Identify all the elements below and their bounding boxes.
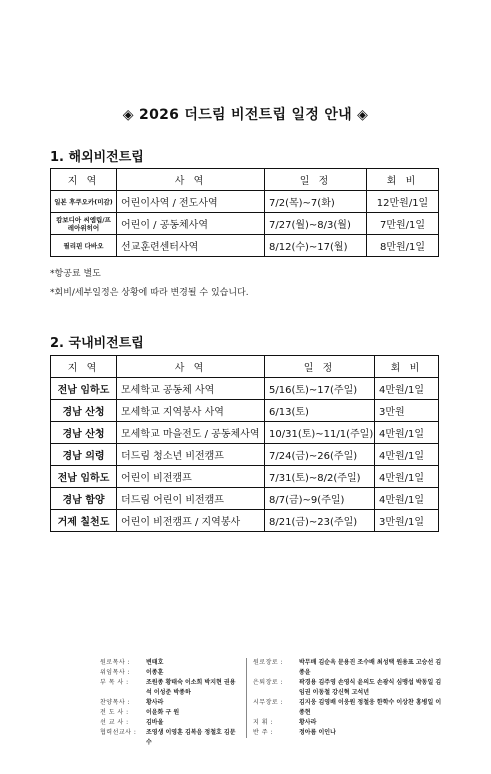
staff-role: 원로장로 : xyxy=(253,659,284,666)
work-cell: 어린이 / 공동체사역 xyxy=(117,213,265,235)
fee-cell: 4만원/1일 xyxy=(375,378,439,400)
staff-row xyxy=(100,698,240,708)
staff-row xyxy=(253,728,446,738)
fee-cell: 7만원/1일 xyxy=(367,213,439,235)
staff-role: 은퇴장로 : xyxy=(253,679,284,686)
overseas-heading: 1. 해외비전트립 xyxy=(50,150,144,165)
table-header-row xyxy=(51,169,439,191)
header-fee: 회 비 xyxy=(375,356,439,378)
header-fee: 회 비 xyxy=(367,169,439,191)
work-cell: 모세학교 지역봉사 사역 xyxy=(117,400,265,422)
header-region: 지 역 xyxy=(51,356,117,378)
page-title: ◈ 2026 더드림 비전트립 일정 안내 ◈ xyxy=(122,107,369,123)
staff-names: 조원종 황태숙 이소희 박지현 권용석 이성준 박종하 xyxy=(146,679,236,696)
staff-role: 시무장로 : xyxy=(253,699,284,706)
work-cell: 더드림 어린이 비전캠프 xyxy=(117,488,265,510)
work-cell: 어린이사역 / 전도사역 xyxy=(117,191,265,213)
work-cell: 모세학교 마을전도 / 공동체사역 xyxy=(117,422,265,444)
staff-role: 반 주 : xyxy=(253,729,273,736)
fee-cell: 4만원/1일 xyxy=(375,422,439,444)
fee-cell: 3만원 xyxy=(375,400,439,422)
staff-row xyxy=(253,718,446,728)
table-row xyxy=(51,488,439,510)
date-cell: 5/16(토)~17(주일) xyxy=(265,378,375,400)
date-cell: 8/7(금)~9(주일) xyxy=(265,488,375,510)
header-date: 일 정 xyxy=(265,169,367,191)
table-row xyxy=(51,422,439,444)
fee-cell: 4만원/1일 xyxy=(375,466,439,488)
table-row xyxy=(51,378,439,400)
table-row xyxy=(51,400,439,422)
table-row xyxy=(51,235,439,257)
staff-names: 이윤화 구 원 xyxy=(146,709,180,716)
fee-cell: 12만원/1일 xyxy=(367,191,439,213)
region-cell: 경남 함양 xyxy=(51,488,117,510)
staff-role: 선 교 사 : xyxy=(100,719,129,726)
staff-row xyxy=(253,678,446,698)
staff-role: 찬양목사 : xyxy=(100,699,131,706)
staff-names: 조영생 이영훈 김복음 정철호 김문수 xyxy=(146,729,236,746)
region-cell: 필리핀 다바오 xyxy=(51,235,117,257)
staff-role: 지 휘 : xyxy=(253,719,273,726)
fee-cell: 8만원/1일 xyxy=(367,235,439,257)
date-cell: 7/24(금)~26(주일) xyxy=(265,444,375,466)
region-cell: 경남 산청 xyxy=(51,400,117,422)
staff-names: 변태호 xyxy=(146,659,164,666)
header-work: 사 역 xyxy=(117,169,265,191)
staff-names: 박무배 김순옥 문용진 조수배 최성택 원용표 고승선 김종윤 xyxy=(299,659,442,676)
table-header-row xyxy=(51,356,439,378)
table-row xyxy=(51,466,439,488)
table-row xyxy=(51,510,439,532)
date-cell: 7/27(월)~8/3(월) xyxy=(265,213,367,235)
work-cell: 어린이 비전캠프 / 지역봉사 xyxy=(117,510,265,532)
staff-names: 황사라 xyxy=(146,699,164,706)
staff-names: 정아름 이인나 xyxy=(299,729,336,736)
work-cell: 모세학교 공동체 사역 xyxy=(117,378,265,400)
staff-role: 부 목 사 : xyxy=(100,679,129,686)
staff-names: 곽경용 김주영 손영식 윤의도 손광식 심맹섭 박동일 김임권 이동철 강신혁 고석년 xyxy=(299,679,442,696)
staff-names: 이종훈 xyxy=(146,669,164,676)
table-row xyxy=(51,191,439,213)
region-cell: 전남 임하도 xyxy=(51,378,117,400)
staff-names: 김바울 xyxy=(146,719,164,726)
staff-row xyxy=(100,658,240,668)
staff-names: 김지웅 김영배 이웅원 정철웅 한학수 이상찬 홍병일 이종현 xyxy=(299,699,442,716)
date-cell: 8/12(수)~17(월) xyxy=(265,235,367,257)
region-cell: 거제 칠천도 xyxy=(51,510,117,532)
header-work: 사 역 xyxy=(117,356,265,378)
region-cell: 경남 산청 xyxy=(51,422,117,444)
staff-role: 전 도 사 : xyxy=(100,709,129,716)
staff-row xyxy=(253,658,446,678)
date-cell: 10/31(토)~11/1(주일) xyxy=(265,422,375,444)
airfare-note: *항공료 별도 xyxy=(50,269,101,279)
table-row xyxy=(51,213,439,235)
fee-cell: 4만원/1일 xyxy=(375,488,439,510)
change-note: *회비/세부일정은 상황에 따라 변경될 수 있습니다. xyxy=(50,288,249,298)
date-cell: 7/31(토)~8/2(주일) xyxy=(265,466,375,488)
staff-row xyxy=(100,728,240,748)
staff-row xyxy=(100,718,240,728)
date-cell: 6/13(토) xyxy=(265,400,375,422)
staff-row xyxy=(100,678,240,698)
staff-role: 협력선교사 : xyxy=(100,729,137,736)
staff-role: 원로목사 : xyxy=(100,659,131,666)
header-region: 지 역 xyxy=(51,169,117,191)
staff-names: 황사라 xyxy=(299,719,317,726)
header-date: 일 정 xyxy=(265,356,375,378)
date-cell: 7/2(목)~7(화) xyxy=(265,191,367,213)
staff-row xyxy=(253,698,446,718)
staff-list-left xyxy=(100,658,240,748)
domestic-heading: 2. 국내비전트립 xyxy=(50,336,144,351)
staff-row xyxy=(100,708,240,718)
overseas-schedule-table xyxy=(50,168,439,257)
fee-cell: 3만원/1일 xyxy=(375,510,439,532)
work-cell: 선교훈련센터사역 xyxy=(117,235,265,257)
work-cell: 어린이 비전캠프 xyxy=(117,466,265,488)
domestic-schedule-table xyxy=(50,355,439,532)
table-row xyxy=(51,444,439,466)
staff-role: 위임목사 : xyxy=(100,669,131,676)
region-cell: 경남 의령 xyxy=(51,444,117,466)
staff-list-right xyxy=(246,658,446,738)
region-cell: 전남 임하도 xyxy=(51,466,117,488)
region-cell: 일본 후쿠오카(미감) xyxy=(51,191,117,213)
staff-row xyxy=(100,668,240,678)
date-cell: 8/21(금)~23(주일) xyxy=(265,510,375,532)
fee-cell: 4만원/1일 xyxy=(375,444,439,466)
region-cell: 캄보디아 씨엠립/프레아위히어 xyxy=(51,213,117,235)
work-cell: 더드림 청소년 비전캠프 xyxy=(117,444,265,466)
